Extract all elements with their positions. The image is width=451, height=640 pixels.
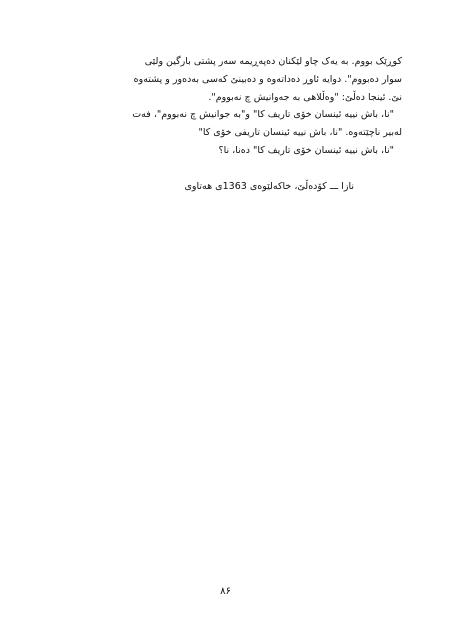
body-line-2: سوار دەبووم". دوایە ئاوڕ دەداتەوە و دەبینێ کەسی بەدەور و پشتەوە [133, 73, 402, 85]
signature-line: نازا ـــ کۆدەڵێ، خاکەلێوەی 1363ی هەتاوی [184, 181, 354, 192]
body-line-6: "نا، باش نییە ئینسان خۆی تاریف کا" دەنا، نا؟ [218, 144, 394, 156]
body-line-1: کوڕێک بووم. بە یەک چاو لێکنان دەپەڕیمە سەر پشتی بارگین ولێی [144, 56, 402, 67]
body-text [48, 53, 402, 160]
body-line-3: نێ. ئینجا دەڵێ: "وەڵلاهی بە جەوانیش چ نەبووم". [208, 91, 402, 103]
page-number: ٨۶ [220, 586, 231, 597]
body-line-4: "نا، باش نییە ئینسان خۆی تاریف کا" و"بە جوانیش چ نەبووم"، فەت [132, 109, 394, 121]
body-line-5: لەبیر ناچێتەوە. "نا، باش نییە ئینسان تاریفی خۆی کا" [198, 127, 402, 139]
